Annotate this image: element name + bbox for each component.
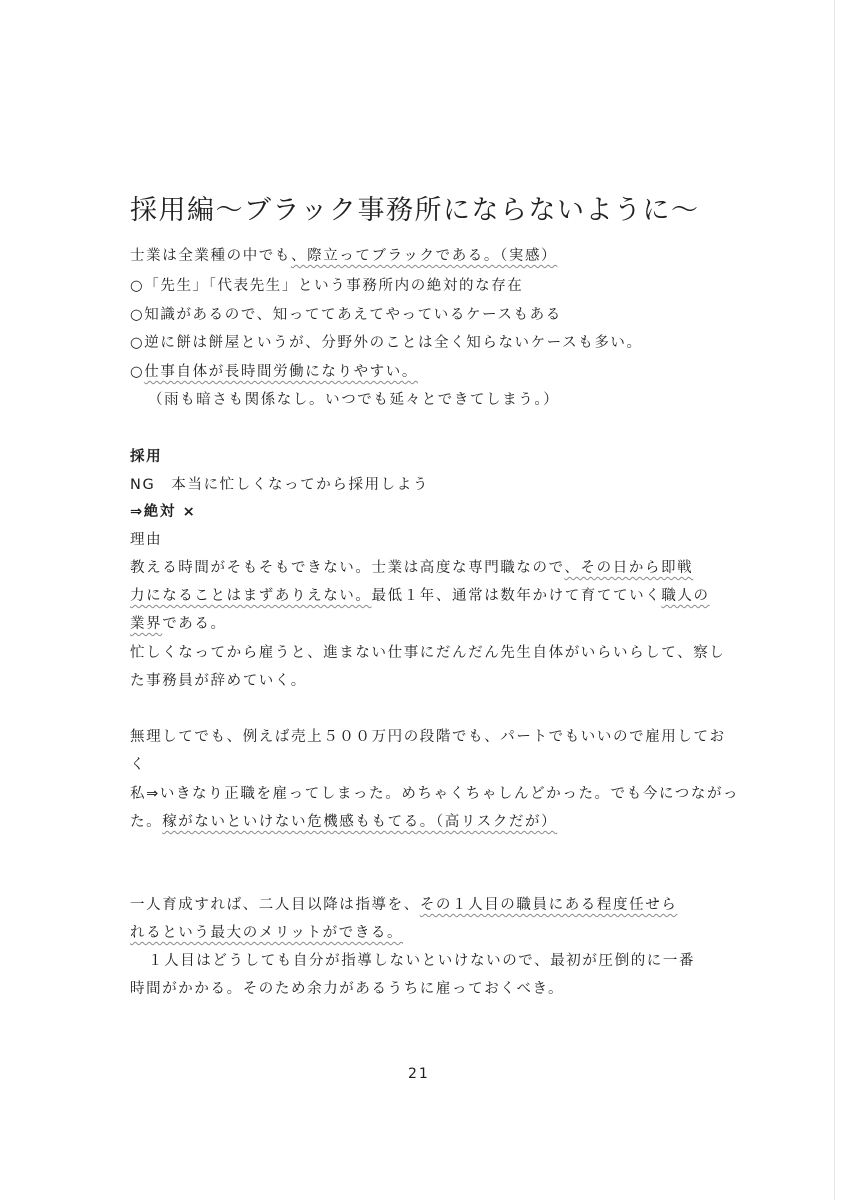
underlined-text: 稼がないといけない危機感ももてる。（高リスクだが） [162,814,558,830]
text: 士業は全業種の中でも [130,248,291,264]
page-title: 採用編～ブラック事務所にならないように～ [130,195,700,227]
advice-line-3: 私⇒いきなり正職を雇ってしまった。めちゃくちゃしんどかった。でも今につながっ [130,786,740,802]
advice-line-4 [130,810,557,831]
intro-line-1 [130,244,557,265]
advice-line-2: く [130,757,147,773]
underlined-text: その１人目の職員にある程度任せら [419,897,678,913]
underlined-text: 業界 [130,616,163,632]
ng-line: NG 本当に忙しくなってから採用しよう [130,477,429,493]
intro-line-2: ○「先生」「代表先生」という事務所内の絶対的な存在 [130,278,524,294]
reason-line-4: 忙しくなってから雇うと、進まない仕事にだんだん先生自体がいらいらして、察し [130,645,726,661]
conclusion-line-3: １人目はどうしても自分が指導しないといけないので、最初が圧倒的に一番 [148,953,696,969]
text: 教える時間がそもそもできない。士業は高度な専門職なので [130,560,565,576]
conclusion-line-2 [130,921,403,942]
verdict-line: ⇒絶対 × [130,504,197,520]
text: 一人育成すれば、二人目以降は指導を、 [130,897,420,913]
intro-line-3: ○知識があるので、知っててあえてやっているケースもある [130,307,562,323]
text: である。 [162,616,227,632]
section-heading: 採用 [130,449,163,465]
intro-line-6: （雨も暗さも関係なし。いつでも延々とできてしまう。） [148,392,560,408]
intro-line-4: ○逆に餅は餅屋というが、分野外のことは全く知らないケースも多い。 [130,335,643,351]
page-edge [834,0,835,1200]
underlined-text: 職人の [661,588,710,604]
reason-line-3 [130,612,227,633]
reason-label: 理由 [130,532,163,548]
underlined-text: 力になることはまずありえない。 [130,588,372,604]
conclusion-line-4: 時間がかかる。そのため余力があるうちに雇っておくべき。 [130,981,565,997]
page-number: 21 [408,1066,430,1082]
reason-line-2 [130,584,710,605]
reason-line-5: た事務員が辞めていく。 [130,673,307,689]
underlined-text: 、その日から即戦 [564,560,694,576]
reason-line-1 [130,556,693,577]
text: た。 [130,814,163,830]
underlined-text: 、際立ってブラックである。（実感） [291,248,558,264]
underlined-text: 仕事自体が長時間労働になりやすい。 [144,364,418,380]
text: 最低１年、通常は数年かけて育てていく [371,588,662,604]
conclusion-line-1 [130,893,677,914]
advice-line-1: 無理してでも、例えば売上５００万円の段階でも、パートでもいいので雇用してお [130,729,726,745]
underlined-text: れるという最大のメリットができる。 [130,925,404,941]
intro-line-5 [130,360,418,381]
text: ○ [130,364,145,380]
